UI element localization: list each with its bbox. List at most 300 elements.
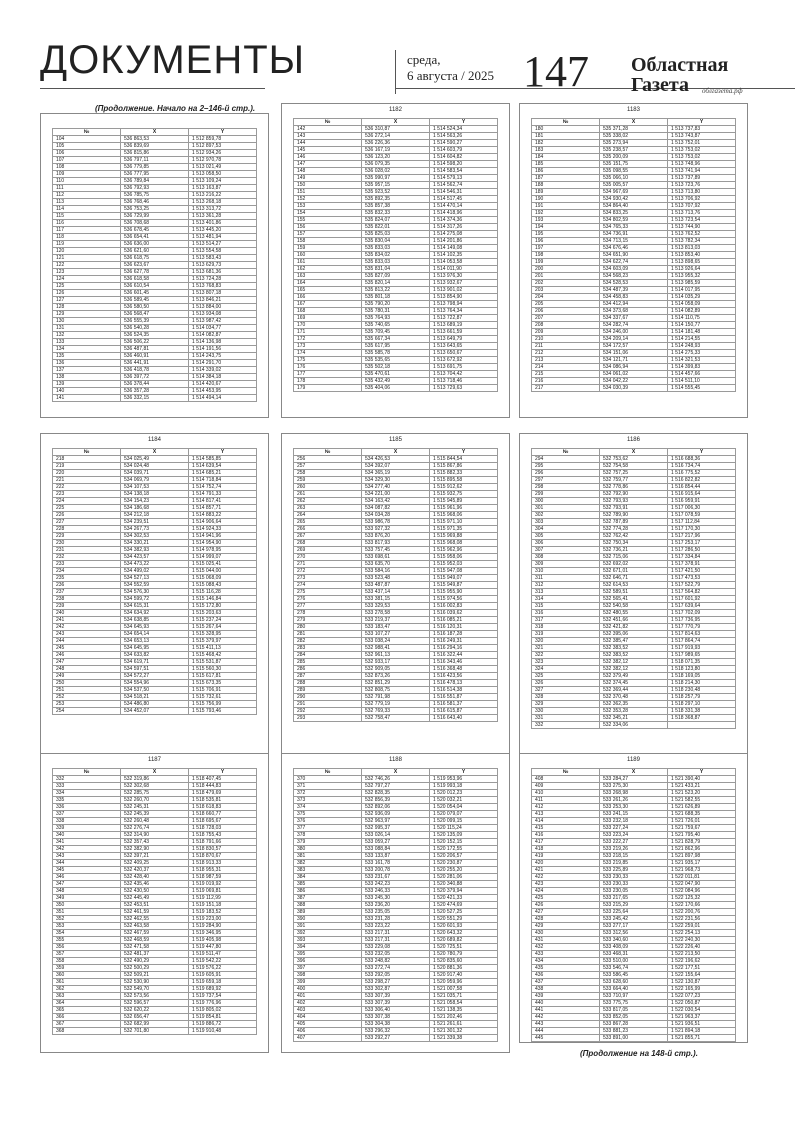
point-number: 238: [53, 596, 121, 603]
point-number: 173: [294, 343, 362, 350]
x-coordinate: 533 235,05: [362, 909, 430, 916]
y-coordinate: 1 521 202,46: [430, 1014, 498, 1021]
y-coordinate: 1 522 240,30: [668, 937, 736, 944]
table-title: [41, 116, 268, 125]
coordinate-table: [293, 448, 498, 722]
x-coordinate: 532 461,59: [121, 909, 189, 916]
x-coordinate: 534 619,71: [121, 659, 189, 666]
table-row: [294, 944, 498, 951]
x-coordinate: 534 487,39: [600, 287, 668, 294]
y-coordinate: 1 515 955,90: [430, 589, 498, 596]
x-coordinate: 532 963,97: [362, 818, 430, 825]
point-number: 217: [532, 385, 600, 392]
table-row: [294, 182, 498, 189]
x-coordinate: 532 614,53: [600, 582, 668, 589]
x-coordinate: 533 307,38: [362, 1014, 430, 1021]
y-coordinate: 1 513 481,94: [189, 234, 257, 241]
table-row: [532, 322, 736, 329]
table-row: [53, 666, 257, 673]
point-number: 161: [294, 259, 362, 266]
x-coordinate: 535 834,02: [362, 252, 430, 259]
y-coordinate: 1 515 237,24: [189, 617, 257, 624]
x-coordinate: 532 245,31: [121, 804, 189, 811]
y-coordinate: 1 521 795,40: [668, 832, 736, 839]
issue-date: [407, 52, 494, 84]
table-row: [532, 224, 736, 231]
table-row: [53, 596, 257, 603]
x-coordinate: 533 219,85: [600, 860, 668, 867]
point-number: 276: [294, 596, 362, 603]
column-header: №: [53, 129, 121, 136]
table-row: [53, 512, 257, 519]
table-row: [294, 477, 498, 484]
table-row: [532, 993, 736, 1000]
x-coordinate: 535 822,01: [362, 224, 430, 231]
y-coordinate: 1 521 007,58: [430, 986, 498, 993]
date-line: 6 августа / 2025: [407, 68, 494, 83]
table-row: [294, 336, 498, 343]
table-row: [532, 603, 736, 610]
x-coordinate: 534 645,93: [121, 624, 189, 631]
point-number: 216: [532, 378, 600, 385]
x-coordinate: 533 223,22: [362, 923, 430, 930]
y-coordinate: 1 516 478,13: [430, 680, 498, 687]
table-row: [53, 1021, 257, 1028]
y-coordinate: 1 513 629,73: [189, 262, 257, 269]
x-coordinate: 534 209,14: [600, 336, 668, 343]
x-coordinate: 533 236,20: [362, 902, 430, 909]
x-coordinate: 534 615,31: [121, 603, 189, 610]
y-coordinate: 1 520 917,40: [430, 972, 498, 979]
point-number: 290: [294, 694, 362, 701]
point-number: 378: [294, 832, 362, 839]
table-row: [294, 378, 498, 385]
x-coordinate: 533 230,33: [600, 881, 668, 888]
point-number: 380: [294, 846, 362, 853]
table-header-row: [53, 129, 257, 136]
point-number: 117: [53, 227, 121, 234]
x-coordinate: 536 123,20: [362, 154, 430, 161]
y-coordinate: 1 514 583,54: [430, 168, 498, 175]
point-number: 368: [53, 1028, 121, 1035]
point-number: 412: [532, 804, 600, 811]
point-number: 299: [532, 491, 600, 498]
y-coordinate: 1 517 601,92: [668, 596, 736, 603]
table-row: [532, 484, 736, 491]
y-coordinate: 1 513 782,34: [668, 238, 736, 245]
y-coordinate: 1 517 112,84: [668, 519, 736, 526]
y-coordinate: 1 520 601,93: [430, 923, 498, 930]
point-number: 170: [294, 322, 362, 329]
x-coordinate: 533 292,27: [362, 1035, 430, 1042]
y-coordinate: 1 513 926,64: [668, 266, 736, 273]
table-row: [532, 512, 736, 519]
point-number: 270: [294, 554, 362, 561]
x-coordinate: 536 792,93: [121, 185, 189, 192]
x-coordinate: 535 801,18: [362, 294, 430, 301]
y-coordinate: 1 514 883,22: [189, 512, 257, 519]
y-coordinate: 1 513 163,87: [189, 185, 257, 192]
table-row: [294, 575, 498, 582]
table-row: [53, 381, 257, 388]
point-number: 425: [532, 895, 600, 902]
continued-from-note: (Продолжение. Начало на 2–146-й стр.).: [95, 104, 256, 113]
y-coordinate: 1 515 961,96: [430, 505, 498, 512]
y-coordinate: 1 516 423,56: [430, 673, 498, 680]
y-coordinate: 1 514 470,14: [430, 203, 498, 210]
point-number: 387: [294, 895, 362, 902]
point-number: 332: [532, 722, 600, 729]
y-coordinate: 1 514 399,83: [668, 364, 736, 371]
x-coordinate: 533 468,31: [600, 951, 668, 958]
point-number: 357: [53, 951, 121, 958]
table-row: [53, 339, 257, 346]
point-number: 364: [53, 1000, 121, 1007]
x-coordinate: 535 585,78: [362, 350, 430, 357]
x-coordinate: 534 107,53: [121, 484, 189, 491]
x-coordinate: 534 576,30: [121, 589, 189, 596]
y-coordinate: 1 522 155,64: [668, 972, 736, 979]
point-number: 231: [53, 547, 121, 554]
point-number: 295: [532, 463, 600, 470]
x-coordinate: 536 028,02: [362, 168, 430, 175]
table-row: [294, 874, 498, 881]
y-coordinate: 1 517 770,79: [668, 624, 736, 631]
x-coordinate: 533 245,30: [362, 895, 430, 902]
point-number: 182: [532, 140, 600, 147]
y-coordinate: 1 517 078,59: [668, 512, 736, 519]
y-coordinate: 1 514 321,53: [668, 357, 736, 364]
x-coordinate: 534 486,80: [121, 701, 189, 708]
y-coordinate: 1 518 479,69: [189, 790, 257, 797]
y-coordinate: 1 515 958,06: [430, 554, 498, 561]
x-coordinate: 533 278,58: [362, 610, 430, 617]
y-coordinate: 1 515 468,42: [189, 652, 257, 659]
x-coordinate: 533 306,40: [362, 1007, 430, 1014]
table-row: [294, 491, 498, 498]
table-row: [53, 283, 257, 290]
x-coordinate: 532 421,82: [600, 624, 668, 631]
y-coordinate: 1 522 125,32: [668, 895, 736, 902]
table-row: [53, 930, 257, 937]
y-coordinate: 1 520 172,55: [430, 846, 498, 853]
coordinate-table: [531, 768, 736, 1042]
table-row: [53, 909, 257, 916]
x-coordinate: 532 789,90: [600, 512, 668, 519]
table-row: [532, 371, 736, 378]
table-row: [53, 582, 257, 589]
point-number: 262: [294, 498, 362, 505]
y-coordinate: 1 521 261,61: [430, 1021, 498, 1028]
point-number: 289: [294, 687, 362, 694]
table-row: [53, 136, 257, 143]
y-coordinate: 1 519 776,96: [189, 1000, 257, 1007]
point-number: 363: [53, 993, 121, 1000]
table-row: [53, 944, 257, 951]
table-row: [53, 708, 257, 715]
y-coordinate: 1 517 564,82: [668, 589, 736, 596]
y-coordinate: 1 513 109,24: [189, 178, 257, 185]
y-coordinate: 1 514 201,86: [430, 238, 498, 245]
x-coordinate: 534 653,13: [121, 638, 189, 645]
table-row: [53, 694, 257, 701]
x-coordinate: 534 034,28: [362, 512, 430, 519]
point-number: 391: [294, 923, 362, 930]
y-coordinate: 1 519 069,81: [189, 888, 257, 895]
x-coordinate: 534 528,53: [600, 280, 668, 287]
table-row: [53, 839, 257, 846]
table-row: [53, 797, 257, 804]
table-row: [53, 192, 257, 199]
y-coordinate: 1 513 752,01: [668, 140, 736, 147]
x-coordinate: 535 740,65: [362, 322, 430, 329]
y-coordinate: 1 513 724,28: [189, 276, 257, 283]
point-number: 303: [532, 519, 600, 526]
y-coordinate: 1 518 331,38: [668, 708, 736, 715]
x-coordinate: 533 253,30: [600, 804, 668, 811]
point-number: 273: [294, 575, 362, 582]
x-coordinate: 534 069,79: [121, 477, 189, 484]
x-coordinate: 532 565,41: [600, 596, 668, 603]
y-coordinate: 1 514 248,93: [668, 343, 736, 350]
table-row: [53, 853, 257, 860]
table-title: 1182: [389, 107, 402, 113]
y-coordinate: 1 520 835,60: [430, 958, 498, 965]
x-coordinate: 535 151,75: [600, 161, 668, 168]
table-row: [53, 687, 257, 694]
x-coordinate: 535 005,57: [600, 182, 668, 189]
y-coordinate: 1 516 187,28: [430, 631, 498, 638]
point-number: 120: [53, 248, 121, 255]
y-coordinate: 1 521 582,55: [668, 797, 736, 804]
x-coordinate: 534 025,49: [121, 456, 189, 463]
table-header-row: [532, 119, 736, 126]
point-number: 241: [53, 617, 121, 624]
point-number: 377: [294, 825, 362, 832]
point-number: 265: [294, 519, 362, 526]
coordinate-table: [531, 448, 736, 729]
point-number: 125: [53, 283, 121, 290]
table-row: [294, 638, 498, 645]
point-number: 321: [532, 645, 600, 652]
point-number: 281: [294, 631, 362, 638]
table-row: [532, 477, 736, 484]
table-row: [53, 540, 257, 547]
table-row: [532, 790, 736, 797]
x-coordinate: 534 330,21: [121, 540, 189, 547]
y-coordinate: 1 513 846,21: [189, 297, 257, 304]
x-coordinate: 534 833,25: [600, 210, 668, 217]
x-coordinate: 534 373,68: [600, 308, 668, 315]
point-number: 267: [294, 533, 362, 540]
y-coordinate: 1 520 643,32: [430, 930, 498, 937]
x-coordinate: 536 506,22: [121, 339, 189, 346]
table-row: [53, 304, 257, 311]
x-coordinate: 533 225,64: [600, 909, 668, 916]
table-row: [532, 343, 736, 350]
point-number: 156: [294, 224, 362, 231]
table-row: [294, 972, 498, 979]
y-coordinate: 1 515 379,97: [189, 638, 257, 645]
table-row: [53, 388, 257, 395]
table-row: [532, 231, 736, 238]
coordinate-table-panel: [281, 433, 510, 768]
point-number: 264: [294, 512, 362, 519]
point-number: 271: [294, 561, 362, 568]
y-coordinate: 1 513 762,52: [668, 231, 736, 238]
point-number: 258: [294, 470, 362, 477]
point-number: 232: [53, 554, 121, 561]
point-number: 393: [294, 937, 362, 944]
column-header: Y: [430, 769, 498, 776]
y-coordinate: 1 518 169,05: [668, 673, 736, 680]
table-row: [532, 673, 736, 680]
x-coordinate: 532 353,28: [600, 708, 668, 715]
x-coordinate: 536 610,54: [121, 283, 189, 290]
table-row: [532, 505, 736, 512]
table-row: [294, 540, 498, 547]
x-coordinate: 535 780,31: [362, 308, 430, 315]
point-number: 235: [53, 575, 121, 582]
y-coordinate: 1 518 755,43: [189, 832, 257, 839]
table-row: [532, 1021, 736, 1028]
y-coordinate: 1 514 150,77: [668, 322, 736, 329]
x-coordinate: 532 345,21: [600, 715, 668, 722]
point-number: 178: [294, 378, 362, 385]
y-coordinate: 1 521 935,17: [668, 860, 736, 867]
table-row: [53, 157, 257, 164]
x-coordinate: 536 815,86: [121, 150, 189, 157]
table-row: [294, 666, 498, 673]
table-row: [294, 126, 498, 133]
x-coordinate: 532 420,37: [121, 867, 189, 874]
point-number: 423: [532, 881, 600, 888]
point-number: 300: [532, 498, 600, 505]
x-coordinate: 536 729,99: [121, 213, 189, 220]
y-coordinate: 1 515 706,91: [189, 687, 257, 694]
table-row: [53, 958, 257, 965]
x-coordinate: 534 603,09: [600, 266, 668, 273]
table-row: [53, 575, 257, 582]
coordinate-table: [293, 768, 498, 1042]
table-row: [532, 923, 736, 930]
y-coordinate: 1 514 017,95: [668, 287, 736, 294]
x-coordinate: 534 426,53: [362, 456, 430, 463]
table-row: [294, 680, 498, 687]
x-coordinate: 534 713,15: [600, 238, 668, 245]
point-number: 287: [294, 673, 362, 680]
table-row: [532, 874, 736, 881]
point-number: 333: [53, 783, 121, 790]
y-coordinate: 1 516 775,52: [668, 470, 736, 477]
point-number: 253: [53, 701, 121, 708]
point-number: 220: [53, 470, 121, 477]
x-coordinate: 534 651,90: [600, 252, 668, 259]
column-header: X: [121, 129, 189, 136]
table-row: [53, 673, 257, 680]
y-coordinate: 1 519 151,18: [189, 902, 257, 909]
y-coordinate: 1 514 999,07: [189, 554, 257, 561]
table-row: [294, 986, 498, 993]
point-number: 256: [294, 456, 362, 463]
x-coordinate: 536 568,47: [121, 311, 189, 318]
point-number: 149: [294, 175, 362, 182]
y-coordinate: 1 519 542,22: [189, 958, 257, 965]
point-number: 334: [53, 790, 121, 797]
point-number: 128: [53, 304, 121, 311]
point-number: 218: [53, 456, 121, 463]
table-row: [294, 280, 498, 287]
point-number: 198: [532, 252, 600, 259]
x-coordinate: 534 163,42: [362, 498, 430, 505]
y-coordinate: 1 514 579,13: [430, 175, 498, 182]
point-number: 174: [294, 350, 362, 357]
table-row: [53, 199, 257, 206]
table-title: 1189: [627, 757, 640, 763]
coordinate-table: [293, 118, 498, 392]
y-coordinate: 1 517 421,50: [668, 568, 736, 575]
point-number: 444: [532, 1028, 600, 1035]
x-coordinate: 532 961,13: [362, 652, 430, 659]
y-coordinate: 1 517 522,79: [668, 582, 736, 589]
point-number: 212: [532, 350, 600, 357]
y-coordinate: 1 520 551,29: [430, 916, 498, 923]
point-number: 145: [294, 147, 362, 154]
point-number: 244: [53, 638, 121, 645]
point-number: 115: [53, 213, 121, 220]
point-number: 188: [532, 182, 600, 189]
table-title: 1184: [148, 437, 161, 443]
point-number: 397: [294, 965, 362, 972]
table-row: [294, 498, 498, 505]
table-row: [294, 133, 498, 140]
x-coordinate: 533 304,38: [362, 1021, 430, 1028]
point-number: 162: [294, 266, 362, 273]
table-row: [294, 561, 498, 568]
x-coordinate: 534 392,07: [362, 463, 430, 470]
x-coordinate: 534 527,13: [121, 575, 189, 582]
y-coordinate: 1 518 230,48: [668, 687, 736, 694]
y-coordinate: 1 519 112,99: [189, 895, 257, 902]
x-coordinate: 532 362,35: [600, 701, 668, 708]
coordinate-table: [531, 118, 736, 392]
x-coordinate: 535 825,03: [362, 231, 430, 238]
x-coordinate: 534 365,19: [362, 470, 430, 477]
point-number: 284: [294, 652, 362, 659]
point-number: 175: [294, 357, 362, 364]
table-row: [53, 610, 257, 617]
table-row: [53, 1000, 257, 1007]
y-coordinate: 1 514 857,71: [189, 505, 257, 512]
y-coordinate: 1 513 681,36: [189, 269, 257, 276]
y-coordinate: 1 522 200,76: [668, 909, 736, 916]
y-coordinate: 1 514 978,95: [189, 547, 257, 554]
y-coordinate: 1 517 736,95: [668, 617, 736, 624]
table-row: [53, 262, 257, 269]
x-coordinate: 533 292,05: [362, 972, 430, 979]
point-number: 405: [294, 1021, 362, 1028]
x-coordinate: 533 408,09: [600, 944, 668, 951]
table-row: [53, 213, 257, 220]
table-row: [53, 185, 257, 192]
y-coordinate: 1 514 191,56: [189, 346, 257, 353]
y-coordinate: 1 513 743,87: [668, 133, 736, 140]
table-row: [294, 589, 498, 596]
y-coordinate: 1 515 203,63: [189, 610, 257, 617]
y-coordinate: 1 515 971,10: [430, 519, 498, 526]
x-coordinate: 535 827,09: [362, 273, 430, 280]
x-coordinate: 533 664,40: [600, 986, 668, 993]
